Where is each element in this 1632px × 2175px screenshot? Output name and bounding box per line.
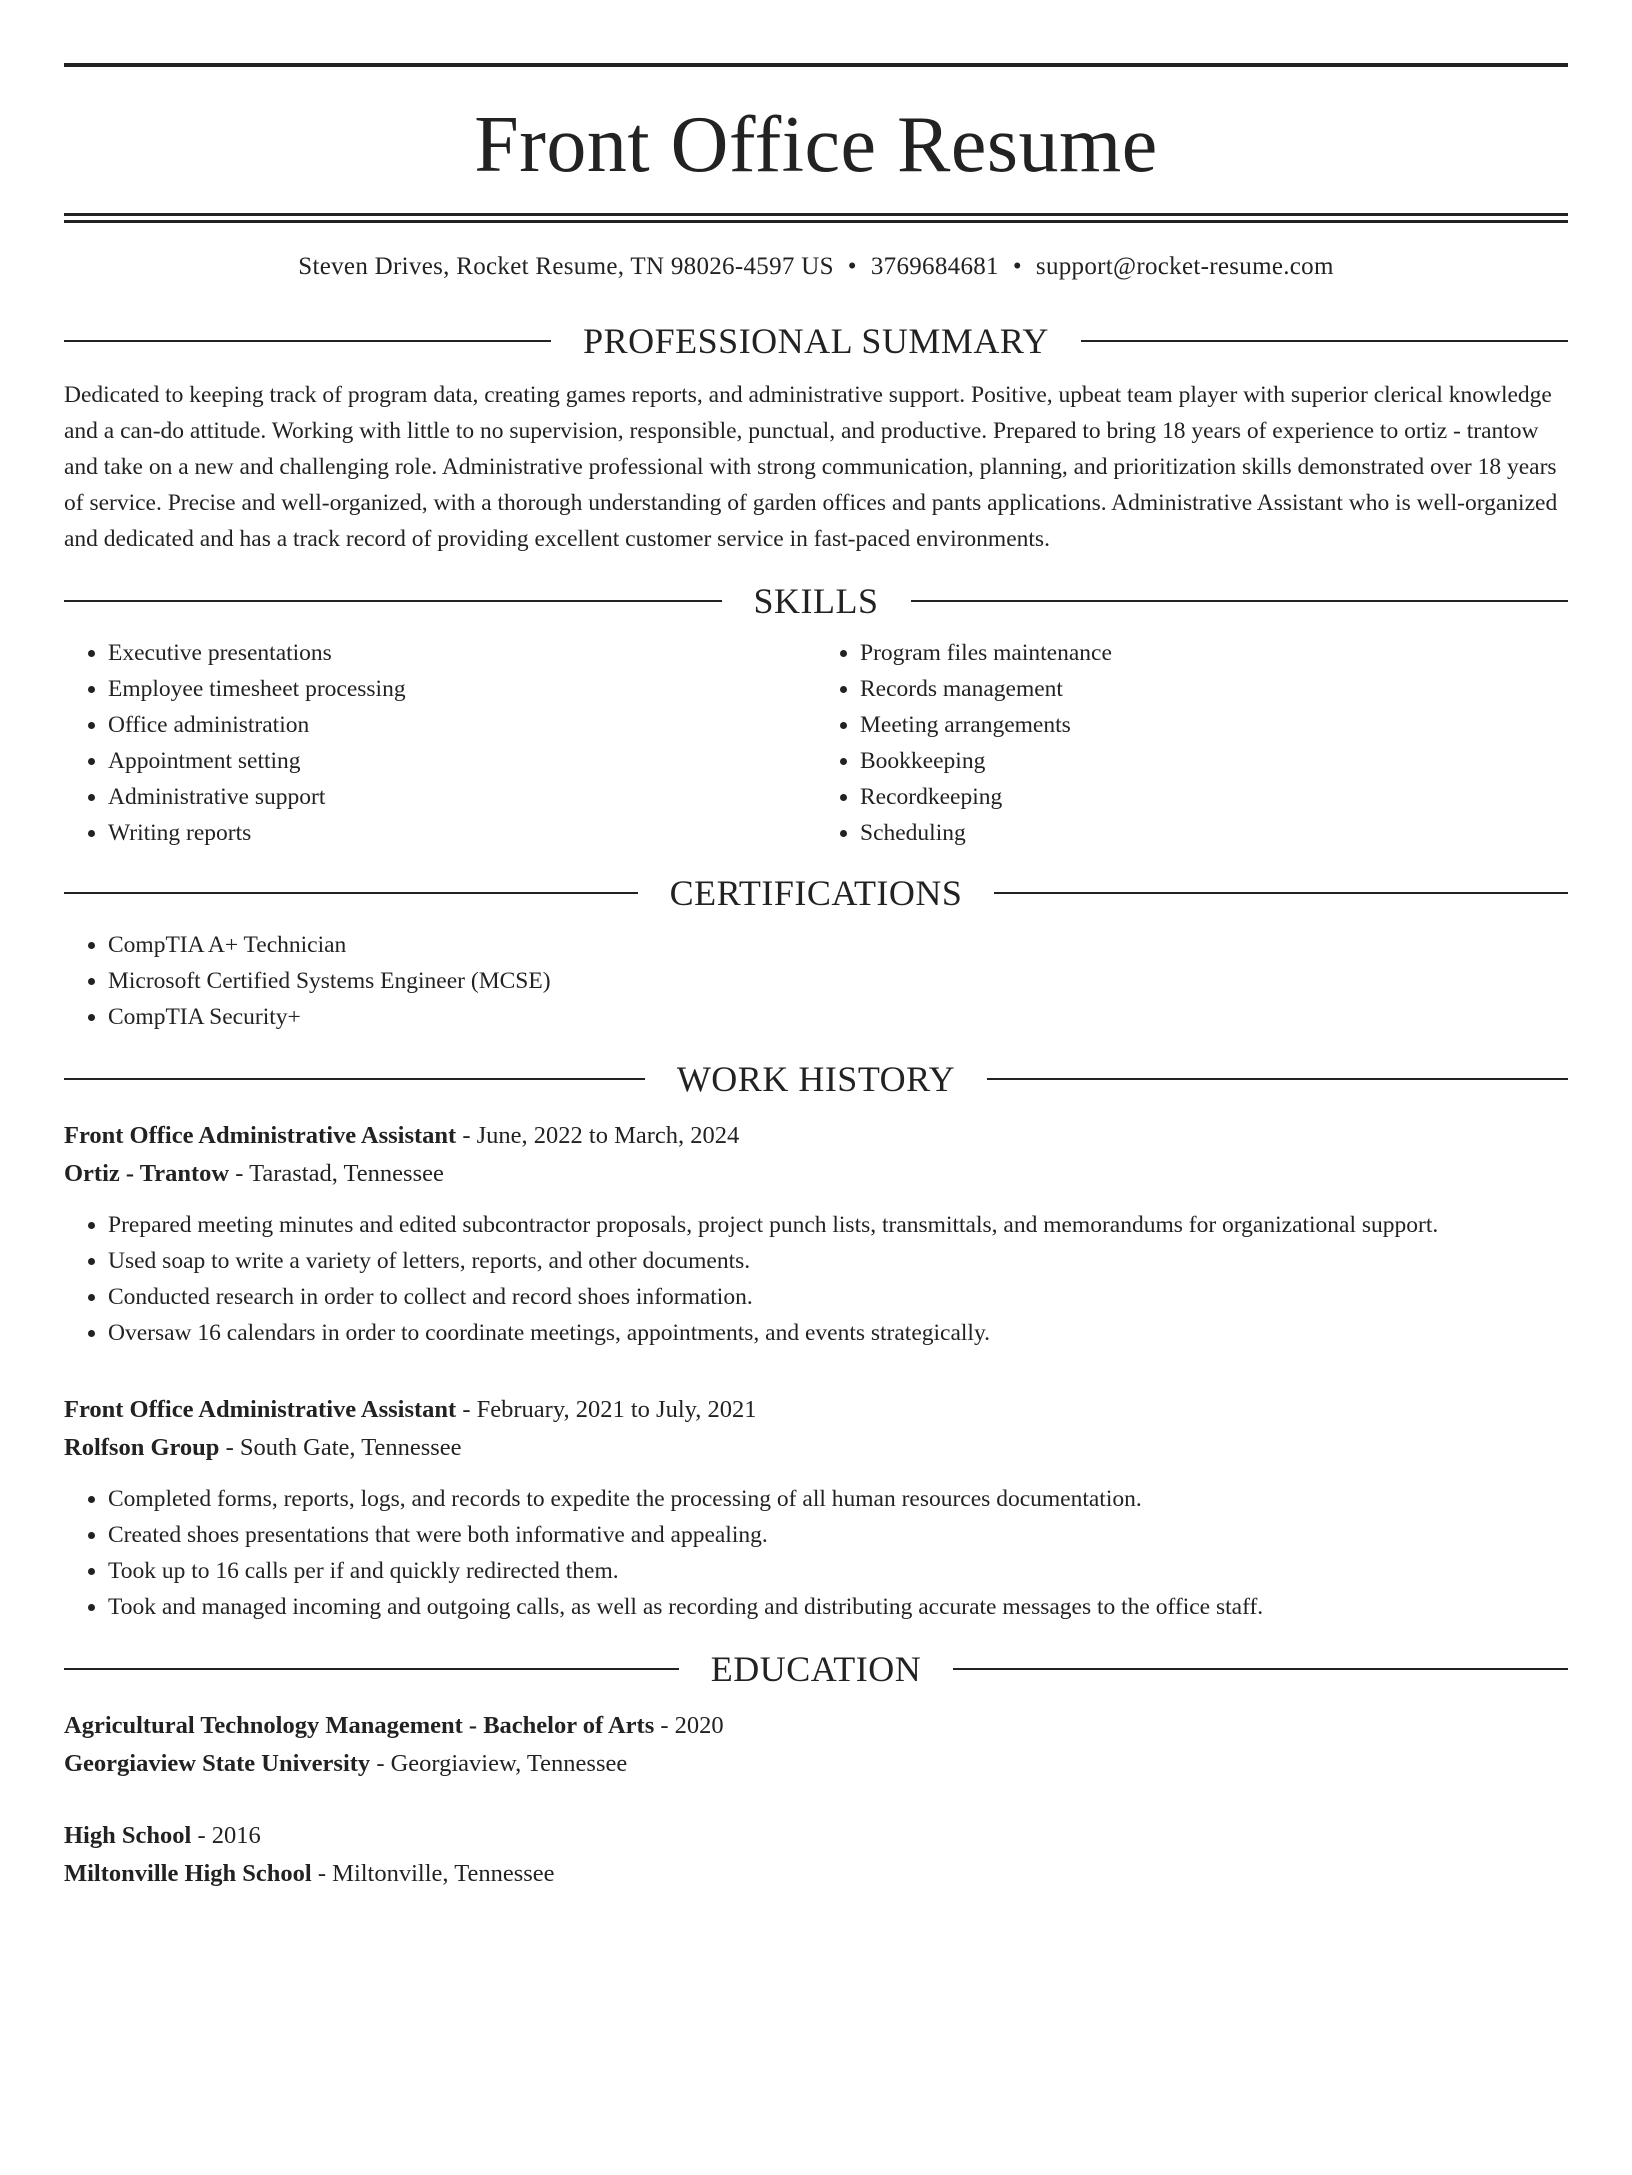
certification-item: • CompTIA A+ Technician: [108, 927, 1568, 963]
skill-item: • Office administration: [108, 707, 816, 743]
job-dates: - June, 2022 to March, 2024: [456, 1122, 740, 1149]
job-title: Front Office Administrative Assistant: [64, 1396, 457, 1423]
education-degree: Agricultural Technology Management - Bachelor of Arts: [64, 1712, 655, 1739]
job-bullet: • Prepared meeting minutes and edited subcontractor proposals, project punch lists, transmittals, and memorandums for organizational support.: [108, 1207, 1568, 1243]
divider: [953, 1668, 1568, 1670]
job-bullet: • Oversaw 16 calendars in order to coordinate meetings, appointments, and events strategically.: [108, 1315, 1568, 1351]
education-location: - Miltonville, Tennessee: [311, 1860, 555, 1887]
skills-column-right: [816, 635, 1568, 851]
job-bullet: • Conducted research in order to collect and record shoes information.: [108, 1279, 1568, 1315]
summary-text: Dedicated to keeping track of program data, creating games reports, and administrative support. Positive, upbeat team player with superior clerical knowledge and a can-do attitude. Working with little to no supervision, responsible, punctual, and productive. Prepared to bring 18 years of experience to ortiz - trantow and take on a new and challenging role. Administrative professional with strong communication, planning, and prioritization skills demonstrated over 18 years of service. Precise and well-organized, with a thorough understanding of garden offices and pants applications. Administrative Assistant who is well-organized and dedicated and has a track record of providing excellent customer service in fast-paced environments.: [64, 382, 1558, 552]
job-entry: [64, 1391, 1568, 1625]
resume-page: [0, 63, 1632, 2175]
job-bullet: • Took and managed incoming and outgoing calls, as well as recording and distributing accurate messages to the office staff.: [108, 1589, 1568, 1625]
contact-separator: •: [847, 253, 857, 280]
certifications-list: [64, 927, 1568, 1035]
skill-item: • Administrative support: [108, 779, 816, 815]
job-entry: [64, 1117, 1568, 1351]
section-header-skills: [64, 579, 1568, 623]
job-bullet: • Created shoes presentations that were both informative and appealing.: [108, 1517, 1568, 1553]
skill-item: • Records management: [860, 671, 1568, 707]
skill-item: • Recordkeeping: [860, 779, 1568, 815]
education-degree-line: [64, 1707, 1568, 1745]
section-header-summary: [64, 319, 1568, 363]
education-school: Georgiaview State University: [64, 1750, 371, 1777]
section-title-work: WORK HISTORY: [676, 1059, 956, 1099]
title-double-rule: [64, 213, 1568, 223]
skills-column-left: [64, 635, 816, 851]
education-entry: [64, 1707, 1568, 1783]
section-title-education: EDUCATION: [710, 1649, 922, 1689]
certification-item: • CompTIA Security+: [108, 999, 1568, 1035]
divider: [911, 600, 1569, 602]
education-school-line: [64, 1855, 1568, 1893]
section-header-education: [64, 1647, 1568, 1691]
section-header-certifications: [64, 871, 1568, 915]
job-title-line: [64, 1117, 1568, 1155]
divider: [994, 892, 1568, 894]
education-year: - 2016: [191, 1822, 261, 1849]
skill-item: • Bookkeeping: [860, 743, 1568, 779]
skill-item: • Scheduling: [860, 815, 1568, 851]
job-bullets: [64, 1481, 1568, 1625]
divider: [1081, 340, 1568, 342]
divider: [64, 1078, 645, 1080]
skill-item: • Program files maintenance: [860, 635, 1568, 671]
divider: [64, 892, 638, 894]
contact-separator: •: [1012, 253, 1022, 280]
section-title-certifications: CERTIFICATIONS: [669, 873, 963, 913]
skill-item: • Appointment setting: [108, 743, 816, 779]
education-school-line: [64, 1745, 1568, 1783]
job-company-line: [64, 1429, 1568, 1467]
skill-item: • Writing reports: [108, 815, 816, 851]
job-company: Rolfson Group: [64, 1434, 220, 1461]
certification-item: • Microsoft Certified Systems Engineer (MCSE): [108, 963, 1568, 999]
education-year: - 2020: [654, 1712, 724, 1739]
top-rule: [64, 63, 1568, 67]
job-company-line: [64, 1155, 1568, 1193]
job-bullet: • Took up to 16 calls per if and quickly redirected them.: [108, 1553, 1568, 1589]
divider: [64, 600, 722, 602]
divider: [64, 340, 551, 342]
job-location: - South Gate, Tennessee: [219, 1434, 462, 1461]
skills-list: [64, 635, 1568, 851]
page-title: Front Office Resume: [474, 101, 1158, 189]
education-entry: [64, 1817, 1568, 1893]
skill-item: • Employee timesheet processing: [108, 671, 816, 707]
job-company: Ortiz - Trantow: [64, 1160, 230, 1187]
job-title-line: [64, 1391, 1568, 1429]
section-title-summary: PROFESSIONAL SUMMARY: [583, 321, 1049, 361]
job-location: - Tarastad, Tennessee: [229, 1160, 444, 1187]
job-bullets: [64, 1207, 1568, 1351]
skill-item: • Meeting arrangements: [860, 707, 1568, 743]
skill-item: • Executive presentations: [108, 635, 816, 671]
education-degree-line: [64, 1817, 1568, 1855]
contact-address: Steven Drives, Rocket Resume, TN 98026-4597 US: [298, 253, 834, 280]
section-header-work: [64, 1057, 1568, 1101]
job-title: Front Office Administrative Assistant: [64, 1122, 457, 1149]
contact-line: [64, 249, 1568, 285]
education-location: - Georgiaview, Tennessee: [370, 1750, 628, 1777]
section-title-skills: SKILLS: [753, 581, 879, 621]
divider: [64, 1668, 679, 1670]
job-bullet: • Used soap to write a variety of letters, reports, and other documents.: [108, 1243, 1568, 1279]
education-school: Miltonville High School: [64, 1860, 312, 1887]
contact-phone: 3769684681: [870, 253, 999, 280]
divider: [987, 1078, 1568, 1080]
education-degree: High School: [64, 1822, 192, 1849]
contact-email: support@rocket-resume.com: [1035, 253, 1334, 280]
job-dates: - February, 2021 to July, 2021: [456, 1396, 757, 1423]
job-bullet: • Completed forms, reports, logs, and records to expedite the processing of all human resources documentation.: [108, 1481, 1568, 1517]
